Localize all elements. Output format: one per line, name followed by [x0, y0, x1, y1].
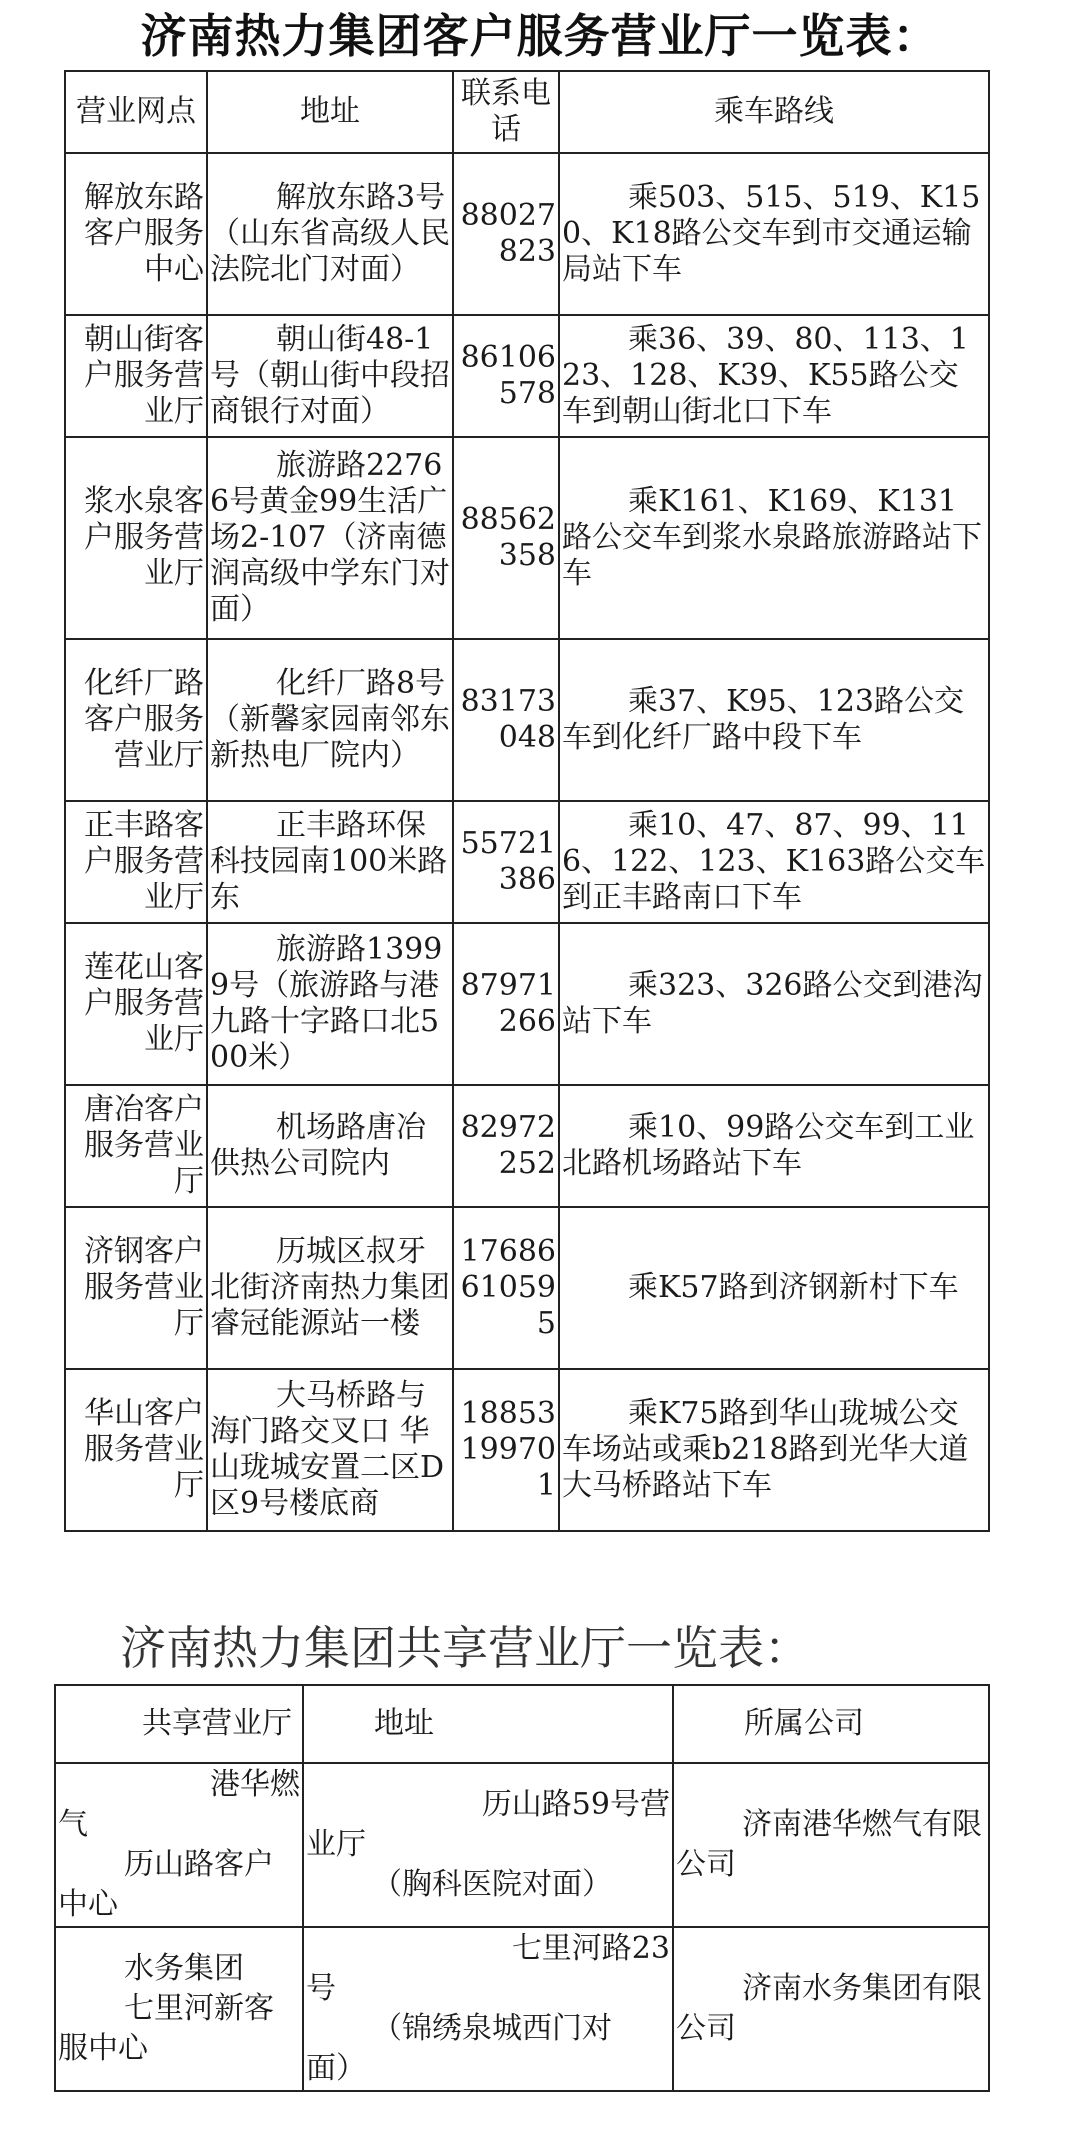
shared-hall-name-line: 港华燃 — [210, 1767, 300, 1802]
header-outlet: 营业网点 — [65, 71, 207, 153]
outlet-address: 朝山街48-1号（朝山街中段招商银行对面） — [207, 315, 453, 437]
outlet-route: 乘323、326路公交到港沟站下车 — [559, 923, 989, 1085]
outlet-name: 莲花山客户服务营业厅 — [65, 923, 207, 1085]
table-row — [65, 639, 989, 801]
shared-hall-name-line: 中心 — [58, 1887, 118, 1922]
outlet-name: 浆水泉客户服务营业厅 — [65, 437, 207, 639]
outlet-name: 正丰路客户服务营业厅 — [65, 801, 207, 923]
outlet-address: 解放东路3号（山东省高级人民法院北门对面） — [207, 153, 453, 315]
outlet-route: 乘K57路到济钢新村下车 — [559, 1207, 989, 1369]
outlet-phone: 17686610595 — [453, 1207, 559, 1369]
outlet-route: 乘K75路到华山珑城公交车场站或乘b218路到光华大道大马桥路站下车 — [559, 1369, 989, 1531]
outlet-address: 旅游路13999号（旅游路与港九路十字路口北500米） — [207, 923, 453, 1085]
outlet-route: 乘36、39、80、113、123、128、K39、K55路公交车到朝山街北口下车 — [559, 315, 989, 437]
service-halls-table — [64, 70, 990, 1532]
shared-hall-address-line: （胸科医院对面） — [372, 1867, 612, 1902]
shared-hall-name-line: 水务集团 — [124, 1951, 244, 1986]
table-row — [65, 1085, 989, 1207]
outlet-address: 旅游路22766号黄金99生活广场2-107（济南德润高级中学东门对面） — [207, 437, 453, 639]
header-shared-hall: 共享营业厅 — [55, 1685, 303, 1763]
outlet-address: 化纤厂路8号（新馨家园南邻东新热电厂院内） — [207, 639, 453, 801]
outlet-phone: 88562358 — [453, 437, 559, 639]
shared-hall-company: 济南港华燃气有限公司 — [673, 1763, 989, 1927]
outlet-name: 解放东路客户服务中心 — [65, 153, 207, 315]
shared-hall-name-line: 服中心 — [58, 2031, 148, 2066]
header-address: 地址 — [303, 1685, 673, 1763]
outlet-route: 乘10、99路公交车到工业北路机场路站下车 — [559, 1085, 989, 1207]
outlet-route: 乘10、47、87、99、116、122、123、K163路公交车到正丰路南口下车 — [559, 801, 989, 923]
outlet-phone: 88027823 — [453, 153, 559, 315]
outlet-phone: 82972252 — [453, 1085, 559, 1207]
table-row — [65, 437, 989, 639]
outlet-name: 唐冶客户服务营业厅 — [65, 1085, 207, 1207]
shared-hall-address-line: 业厅 — [306, 1827, 366, 1862]
shared-hall-name-line: 气 — [58, 1807, 88, 1842]
header-phone: 联系电话 — [453, 71, 559, 153]
outlet-address: 机场路唐冶供热公司院内 — [207, 1085, 453, 1207]
outlet-name: 朝山街客户服务营业厅 — [65, 315, 207, 437]
table-header-row — [55, 1685, 989, 1763]
outlet-phone: 55721386 — [453, 801, 559, 923]
outlet-name: 化纤厂路客户服务营业厅 — [65, 639, 207, 801]
shared-hall-name-line: 历山路客户 — [124, 1847, 274, 1882]
shared-hall-company: 济南水务集团有限公司 — [673, 1927, 989, 2091]
outlet-phone: 83173048 — [453, 639, 559, 801]
outlet-address: 历城区叔牙北街济南热力集团睿冠能源站一楼 — [207, 1207, 453, 1369]
table-row — [65, 315, 989, 437]
shared-hall-name — [55, 1763, 303, 1927]
outlet-phone: 18853199701 — [453, 1369, 559, 1531]
outlet-name: 华山客户服务营业厅 — [65, 1369, 207, 1531]
table-row — [65, 1207, 989, 1369]
table-row — [65, 923, 989, 1085]
shared-hall-address-line: 面） — [306, 2051, 366, 2086]
outlet-route: 乘K161、K169、K131路公交车到浆水泉路旅游路站下车 — [559, 437, 989, 639]
shared-hall-address-line: 七里河路23 — [511, 1931, 670, 1966]
header-route: 乘车路线 — [559, 71, 989, 153]
shared-hall-address-line: 号 — [306, 1971, 336, 2006]
table-row — [55, 1763, 989, 1927]
shared-hall-address-line: 历山路59号营 — [481, 1787, 670, 1822]
shared-hall-name — [55, 1927, 303, 2091]
outlet-address: 正丰路环保科技园南100米路东 — [207, 801, 453, 923]
shared-table-title: 济南热力集团共享营业厅一览表： — [120, 1621, 810, 1675]
outlet-address: 大马桥路与海门路交叉口 华山珑城安置二区D区9号楼底商 — [207, 1369, 453, 1531]
table-row — [55, 1927, 989, 2091]
table-header-row — [65, 71, 989, 153]
shared-hall-address — [303, 1927, 673, 2091]
table-row — [65, 1369, 989, 1531]
shared-hall-address-line: （锦绣泉城西门对 — [372, 2011, 612, 2046]
main-table-title: 济南热力集团客户服务营业厅一览表： — [140, 9, 940, 63]
outlet-route: 乘37、K95、123路公交车到化纤厂路中段下车 — [559, 639, 989, 801]
outlet-phone: 87971266 — [453, 923, 559, 1085]
table-row — [65, 801, 989, 923]
shared-halls-table — [54, 1684, 990, 2092]
shared-hall-address — [303, 1763, 673, 1927]
outlet-name: 济钢客户服务营业厅 — [65, 1207, 207, 1369]
header-company: 所属公司 — [673, 1685, 989, 1763]
shared-hall-name-line: 七里河新客 — [124, 1991, 274, 2026]
header-address: 地址 — [207, 71, 453, 153]
outlet-phone: 86106578 — [453, 315, 559, 437]
outlet-route: 乘503、515、519、K150、K18路公交车到市交通运输局站下车 — [559, 153, 989, 315]
table-row — [65, 153, 989, 315]
